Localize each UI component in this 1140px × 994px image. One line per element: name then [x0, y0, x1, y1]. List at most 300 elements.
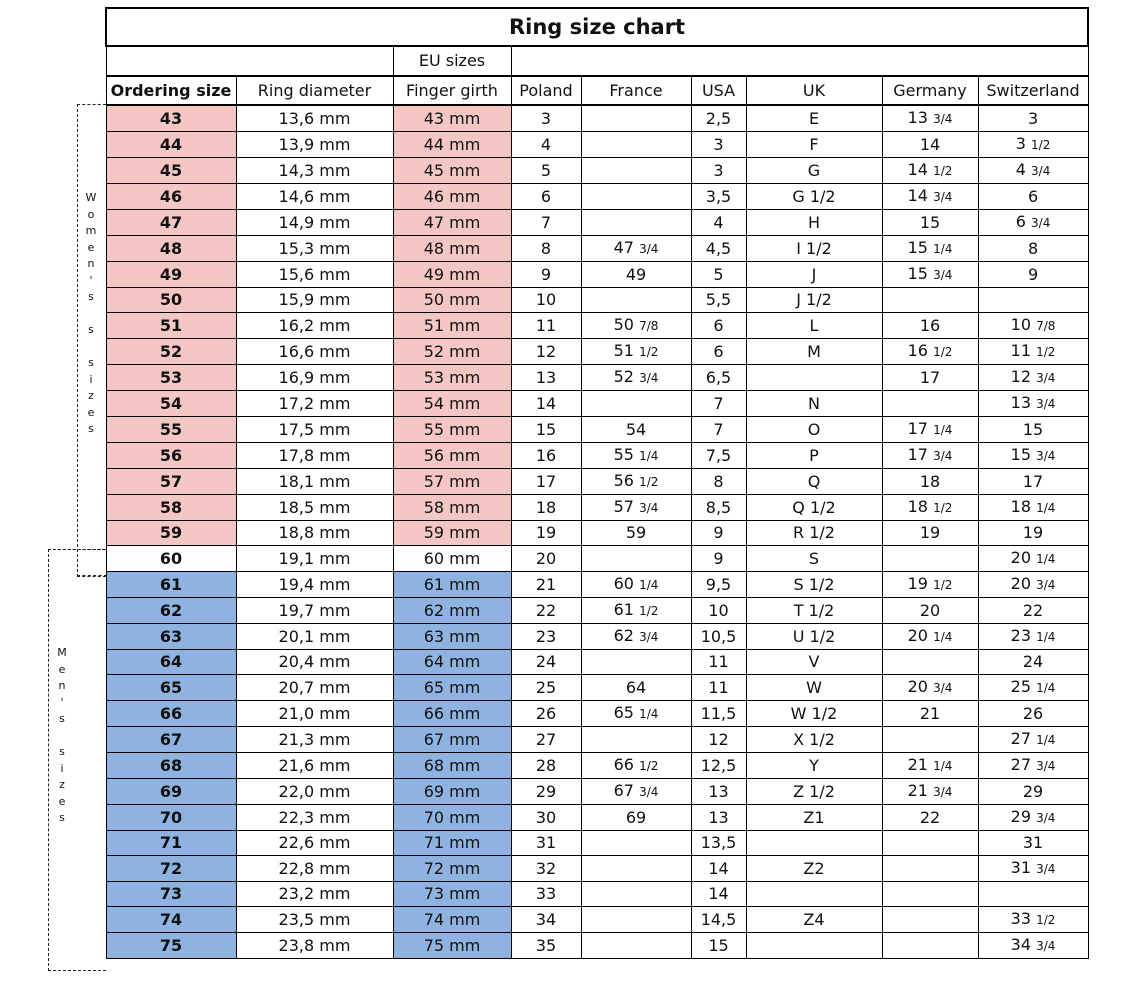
table-cell: 9: [691, 546, 746, 572]
table-cell: 14: [691, 882, 746, 907]
table-cell: 17,8 mm: [236, 443, 393, 469]
table-cell: 66 1/2: [581, 753, 691, 779]
table-cell: W: [746, 675, 882, 701]
table-cell: 15,9 mm: [236, 288, 393, 313]
table-cell: 13 3/4: [978, 391, 1088, 417]
table-row: [106, 236, 1088, 262]
side-label-letter: [84, 306, 98, 323]
table-cell: 63: [106, 624, 236, 650]
table-cell: 50 7/8: [581, 313, 691, 339]
table-cell: 13 3/4: [882, 105, 978, 132]
table-cell: 18: [511, 495, 581, 521]
table-cell: 59: [581, 521, 691, 546]
table-cell: 73 mm: [393, 882, 511, 907]
table-cell: 45 mm: [393, 158, 511, 184]
table-cell: 50: [106, 288, 236, 313]
table-cell: 12: [691, 727, 746, 753]
table-cell: 20 1/4: [978, 546, 1088, 572]
table-cell: 20,1 mm: [236, 624, 393, 650]
side-label-letter: i: [89, 372, 93, 386]
table-cell: S 1/2: [746, 572, 882, 598]
table-cell: 56 1/2: [581, 469, 691, 495]
side-label-letter: s: [59, 811, 65, 824]
table-cell: 14: [511, 391, 581, 417]
table-cell: 73: [106, 882, 236, 907]
column-header: Germany: [882, 76, 978, 105]
table-cell: [581, 933, 691, 959]
table-cell: P: [746, 443, 882, 469]
table-cell: 53: [106, 365, 236, 391]
table-cell: 34: [511, 907, 581, 933]
side-label-letter: z: [88, 389, 94, 402]
table-cell: 3: [691, 132, 746, 158]
column-header: France: [581, 76, 691, 105]
table-cell: [746, 882, 882, 907]
table-cell: 46 mm: [393, 184, 511, 210]
table-cell: 7: [511, 210, 581, 236]
table-cell: 21 1/4: [882, 753, 978, 779]
header-row: [106, 76, 1088, 105]
table-cell: 72: [106, 856, 236, 882]
table-cell: 14,9 mm: [236, 210, 393, 236]
table-cell: 19 1/2: [882, 572, 978, 598]
table-cell: 6,5: [691, 365, 746, 391]
table-cell: 57 3/4: [581, 495, 691, 521]
table-cell: 22: [882, 805, 978, 831]
table-cell: 56 mm: [393, 443, 511, 469]
table-cell: [746, 831, 882, 856]
table-cell: I 1/2: [746, 236, 882, 262]
table-cell: 48 mm: [393, 236, 511, 262]
side-label-letter: e: [58, 662, 66, 676]
table-row: [106, 805, 1088, 831]
table-cell: 9: [511, 262, 581, 288]
table-row: [106, 779, 1088, 805]
table-cell: 11: [691, 650, 746, 675]
table-cell: [882, 727, 978, 753]
table-cell: 11,5: [691, 701, 746, 727]
table-cell: 46: [106, 184, 236, 210]
table-cell: 15 3/4: [978, 443, 1088, 469]
table-cell: 30: [511, 805, 581, 831]
table-cell: 58: [106, 495, 236, 521]
table-cell: 18 1/4: [978, 495, 1088, 521]
table-cell: 75 mm: [393, 933, 511, 959]
table-cell: 7,5: [691, 443, 746, 469]
table-row: [106, 753, 1088, 779]
table-cell: 64: [106, 650, 236, 675]
table-cell: [882, 907, 978, 933]
table-cell: 14 1/2: [882, 158, 978, 184]
table-cell: H: [746, 210, 882, 236]
table-cell: 17: [978, 469, 1088, 495]
column-header: Ring diameter: [236, 76, 393, 105]
table-cell: 21,6 mm: [236, 753, 393, 779]
ring-size-table: [105, 7, 1089, 959]
table-cell: 68: [106, 753, 236, 779]
table-cell: [978, 288, 1088, 313]
table-cell: 6: [691, 339, 746, 365]
table-cell: 66: [106, 701, 236, 727]
table-cell: 69 mm: [393, 779, 511, 805]
table-cell: 13: [691, 779, 746, 805]
side-label-letter: ': [60, 695, 64, 709]
table-cell: [882, 882, 978, 907]
table-cell: 22,3 mm: [236, 805, 393, 831]
table-cell: 3 1/2: [978, 132, 1088, 158]
table-cell: 26: [511, 701, 581, 727]
table-cell: 13: [691, 805, 746, 831]
table-row: [106, 650, 1088, 675]
table-cell: [746, 365, 882, 391]
table-cell: [581, 105, 691, 132]
table-row: [106, 495, 1088, 521]
table-cell: 19: [511, 521, 581, 546]
table-cell: 44: [106, 132, 236, 158]
side-label-letter: s: [59, 745, 65, 758]
table-cell: S: [746, 546, 882, 572]
table-cell: Y: [746, 753, 882, 779]
table-row: [106, 469, 1088, 495]
table-row: [106, 417, 1088, 443]
table-cell: 22: [511, 598, 581, 624]
table-cell: 65 1/4: [581, 701, 691, 727]
table-cell: 18: [882, 469, 978, 495]
table-row: [106, 933, 1088, 959]
table-cell: 63 mm: [393, 624, 511, 650]
table-cell: 61: [106, 572, 236, 598]
table-cell: 51: [106, 313, 236, 339]
table-cell: 18,1 mm: [236, 469, 393, 495]
table-cell: 11 1/2: [978, 339, 1088, 365]
table-cell: 4 3/4: [978, 158, 1088, 184]
table-row: [106, 882, 1088, 907]
table-row: [106, 365, 1088, 391]
table-cell: 3: [978, 105, 1088, 132]
table-cell: 14: [691, 856, 746, 882]
table-cell: 67 mm: [393, 727, 511, 753]
table-cell: 16: [511, 443, 581, 469]
table-cell: 47 3/4: [581, 236, 691, 262]
table-cell: 53 mm: [393, 365, 511, 391]
side-label-letter: n: [87, 257, 95, 270]
side-label-letter: m: [85, 224, 97, 237]
table-cell: 52: [106, 339, 236, 365]
table-cell: Q 1/2: [746, 495, 882, 521]
table-cell: [581, 650, 691, 675]
table-cell: 4: [691, 210, 746, 236]
table-cell: [581, 882, 691, 907]
neutral-row-top-dash: [48, 549, 105, 550]
table-row: [106, 184, 1088, 210]
table-cell: V: [746, 650, 882, 675]
table-cell: 60: [106, 546, 236, 572]
table-cell: 9,5: [691, 572, 746, 598]
table-cell: 48: [106, 236, 236, 262]
table-cell: 13,6 mm: [236, 105, 393, 132]
table-cell: 14,6 mm: [236, 184, 393, 210]
table-cell: 6: [511, 184, 581, 210]
table-row: [106, 831, 1088, 856]
table-cell: [581, 907, 691, 933]
table-cell: 33: [511, 882, 581, 907]
table-row: [106, 262, 1088, 288]
table-row: [106, 158, 1088, 184]
table-cell: 72 mm: [393, 856, 511, 882]
table-cell: 5: [511, 158, 581, 184]
table-cell: 28: [511, 753, 581, 779]
table-cell: 21,0 mm: [236, 701, 393, 727]
table-cell: 44 mm: [393, 132, 511, 158]
table-cell: 29: [511, 779, 581, 805]
side-label-letter: W: [85, 191, 97, 204]
table-cell: 64: [581, 675, 691, 701]
table-cell: 12,5: [691, 753, 746, 779]
table-cell: 15,6 mm: [236, 262, 393, 288]
table-cell: 75: [106, 933, 236, 959]
table-row: [106, 675, 1088, 701]
table-cell: 15,3 mm: [236, 236, 393, 262]
table-cell: O: [746, 417, 882, 443]
table-cell: M: [746, 339, 882, 365]
table-cell: [746, 933, 882, 959]
table-cell: 22,0 mm: [236, 779, 393, 805]
table-cell: 19,7 mm: [236, 598, 393, 624]
table-cell: 3: [691, 158, 746, 184]
table-cell: 29 3/4: [978, 805, 1088, 831]
table-cell: 12 3/4: [978, 365, 1088, 391]
table-cell: 13: [511, 365, 581, 391]
column-header: Finger girth: [393, 76, 511, 105]
table-cell: 20: [882, 598, 978, 624]
table-cell: 9: [978, 262, 1088, 288]
table-cell: 62: [106, 598, 236, 624]
eu-spacer-right: [511, 46, 1088, 76]
table-cell: Z 1/2: [746, 779, 882, 805]
table-cell: 54 mm: [393, 391, 511, 417]
table-cell: 49: [581, 262, 691, 288]
table-row: [106, 288, 1088, 313]
table-cell: 74 mm: [393, 907, 511, 933]
table-cell: 29: [978, 779, 1088, 805]
table-cell: 68 mm: [393, 753, 511, 779]
table-cell: 15 3/4: [882, 262, 978, 288]
table-cell: 10,5: [691, 624, 746, 650]
table-cell: 69: [106, 779, 236, 805]
table-cell: 45: [106, 158, 236, 184]
table-cell: 16,6 mm: [236, 339, 393, 365]
table-cell: [882, 933, 978, 959]
table-cell: 32: [511, 856, 581, 882]
table-cell: [581, 831, 691, 856]
table-cell: 5,5: [691, 288, 746, 313]
table-cell: Z4: [746, 907, 882, 933]
table-cell: F: [746, 132, 882, 158]
table-cell: 5: [691, 262, 746, 288]
table-cell: 19: [882, 521, 978, 546]
table-cell: [882, 391, 978, 417]
table-cell: 24: [511, 650, 581, 675]
table-cell: [882, 831, 978, 856]
table-cell: 35: [511, 933, 581, 959]
table-cell: 65: [106, 675, 236, 701]
table-cell: U 1/2: [746, 624, 882, 650]
side-label-letter: s: [88, 323, 94, 336]
table-cell: 55 mm: [393, 417, 511, 443]
table-cell: 54: [581, 417, 691, 443]
side-label-letter: s: [59, 712, 65, 725]
table-cell: [581, 210, 691, 236]
table-cell: 47: [106, 210, 236, 236]
table-cell: 14 3/4: [882, 184, 978, 210]
table-row: [106, 572, 1088, 598]
table-cell: 17,2 mm: [236, 391, 393, 417]
column-header: Switzerland: [978, 76, 1088, 105]
table-cell: 8: [978, 236, 1088, 262]
table-cell: 54: [106, 391, 236, 417]
table-cell: 12: [511, 339, 581, 365]
table-cell: 18 1/2: [882, 495, 978, 521]
table-cell: 11: [691, 675, 746, 701]
table-cell: 16,9 mm: [236, 365, 393, 391]
table-cell: 70 mm: [393, 805, 511, 831]
side-label-letter: s: [88, 422, 94, 435]
table-cell: [581, 391, 691, 417]
side-label-letter: ': [89, 273, 93, 287]
mens-sizes-label: [55, 645, 69, 827]
table-cell: 22,8 mm: [236, 856, 393, 882]
table-cell: 57: [106, 469, 236, 495]
table-cell: 8: [511, 236, 581, 262]
table-cell: J 1/2: [746, 288, 882, 313]
column-header: Poland: [511, 76, 581, 105]
table-cell: 74: [106, 907, 236, 933]
table-cell: 3: [511, 105, 581, 132]
side-label-letter: e: [87, 240, 95, 254]
table-cell: 64 mm: [393, 650, 511, 675]
table-row: [106, 339, 1088, 365]
table-cell: X 1/2: [746, 727, 882, 753]
table-cell: 16,2 mm: [236, 313, 393, 339]
table-cell: 31 3/4: [978, 856, 1088, 882]
table-cell: 15: [691, 933, 746, 959]
table-cell: 23: [511, 624, 581, 650]
table-cell: 14,3 mm: [236, 158, 393, 184]
table-cell: 11: [511, 313, 581, 339]
table-row: [106, 105, 1088, 132]
table-cell: 17,5 mm: [236, 417, 393, 443]
table-cell: 43 mm: [393, 105, 511, 132]
table-cell: [581, 132, 691, 158]
table-cell: G 1/2: [746, 184, 882, 210]
table-row: [106, 907, 1088, 933]
table-cell: 27: [511, 727, 581, 753]
table-cell: 67: [106, 727, 236, 753]
table-cell: 71 mm: [393, 831, 511, 856]
table-cell: 61 1/2: [581, 598, 691, 624]
table-cell: Z1: [746, 805, 882, 831]
table-cell: 15: [882, 210, 978, 236]
table-row: [106, 624, 1088, 650]
side-label-letter: i: [60, 761, 64, 775]
table-cell: 18,5 mm: [236, 495, 393, 521]
table-cell: T 1/2: [746, 598, 882, 624]
table-cell: 60 1/4: [581, 572, 691, 598]
table-cell: W 1/2: [746, 701, 882, 727]
table-cell: E: [746, 105, 882, 132]
table-cell: 62 mm: [393, 598, 511, 624]
table-row: [106, 598, 1088, 624]
table-cell: 17: [882, 365, 978, 391]
table-row: [106, 701, 1088, 727]
table-cell: [581, 288, 691, 313]
table-cell: 20 3/4: [882, 675, 978, 701]
table-cell: Q: [746, 469, 882, 495]
table-cell: 13,9 mm: [236, 132, 393, 158]
table-body: [106, 105, 1088, 959]
table-cell: 66 mm: [393, 701, 511, 727]
column-header: UK: [746, 76, 882, 105]
table-cell: 49 mm: [393, 262, 511, 288]
table-cell: 59 mm: [393, 521, 511, 546]
table-cell: 17 1/4: [882, 417, 978, 443]
womens-sizes-label: [84, 190, 98, 438]
table-cell: 8,5: [691, 495, 746, 521]
table-row: [106, 391, 1088, 417]
table-cell: 10 7/8: [978, 313, 1088, 339]
table-cell: 19,4 mm: [236, 572, 393, 598]
table-cell: 70: [106, 805, 236, 831]
table-cell: 17: [511, 469, 581, 495]
table-cell: 18,8 mm: [236, 521, 393, 546]
table-cell: Z2: [746, 856, 882, 882]
table-cell: 65 mm: [393, 675, 511, 701]
table-cell: 16 1/2: [882, 339, 978, 365]
table-cell: 6 3/4: [978, 210, 1088, 236]
table-cell: 60 mm: [393, 546, 511, 572]
table-cell: [978, 882, 1088, 907]
table-cell: 31: [511, 831, 581, 856]
table-cell: 10: [511, 288, 581, 313]
table-cell: J: [746, 262, 882, 288]
table-cell: 23,5 mm: [236, 907, 393, 933]
table-cell: 55 1/4: [581, 443, 691, 469]
table-row: [106, 856, 1088, 882]
table-row: [106, 727, 1088, 753]
table-cell: 3,5: [691, 184, 746, 210]
table-cell: 33 1/2: [978, 907, 1088, 933]
table-cell: L: [746, 313, 882, 339]
table-cell: [882, 856, 978, 882]
table-cell: 52 mm: [393, 339, 511, 365]
table-cell: 8: [691, 469, 746, 495]
table-cell: 21,3 mm: [236, 727, 393, 753]
table-cell: 19: [978, 521, 1088, 546]
side-label-letter: M: [57, 646, 67, 659]
table-cell: 27 3/4: [978, 753, 1088, 779]
table-cell: [882, 546, 978, 572]
table-cell: [882, 288, 978, 313]
table-row: [106, 546, 1088, 572]
table-cell: 20,7 mm: [236, 675, 393, 701]
table-cell: 9: [691, 521, 746, 546]
table-cell: 51 mm: [393, 313, 511, 339]
table-row: [106, 132, 1088, 158]
table-cell: 69: [581, 805, 691, 831]
table-row: [106, 210, 1088, 236]
table-cell: 17 3/4: [882, 443, 978, 469]
table-cell: 20: [511, 546, 581, 572]
